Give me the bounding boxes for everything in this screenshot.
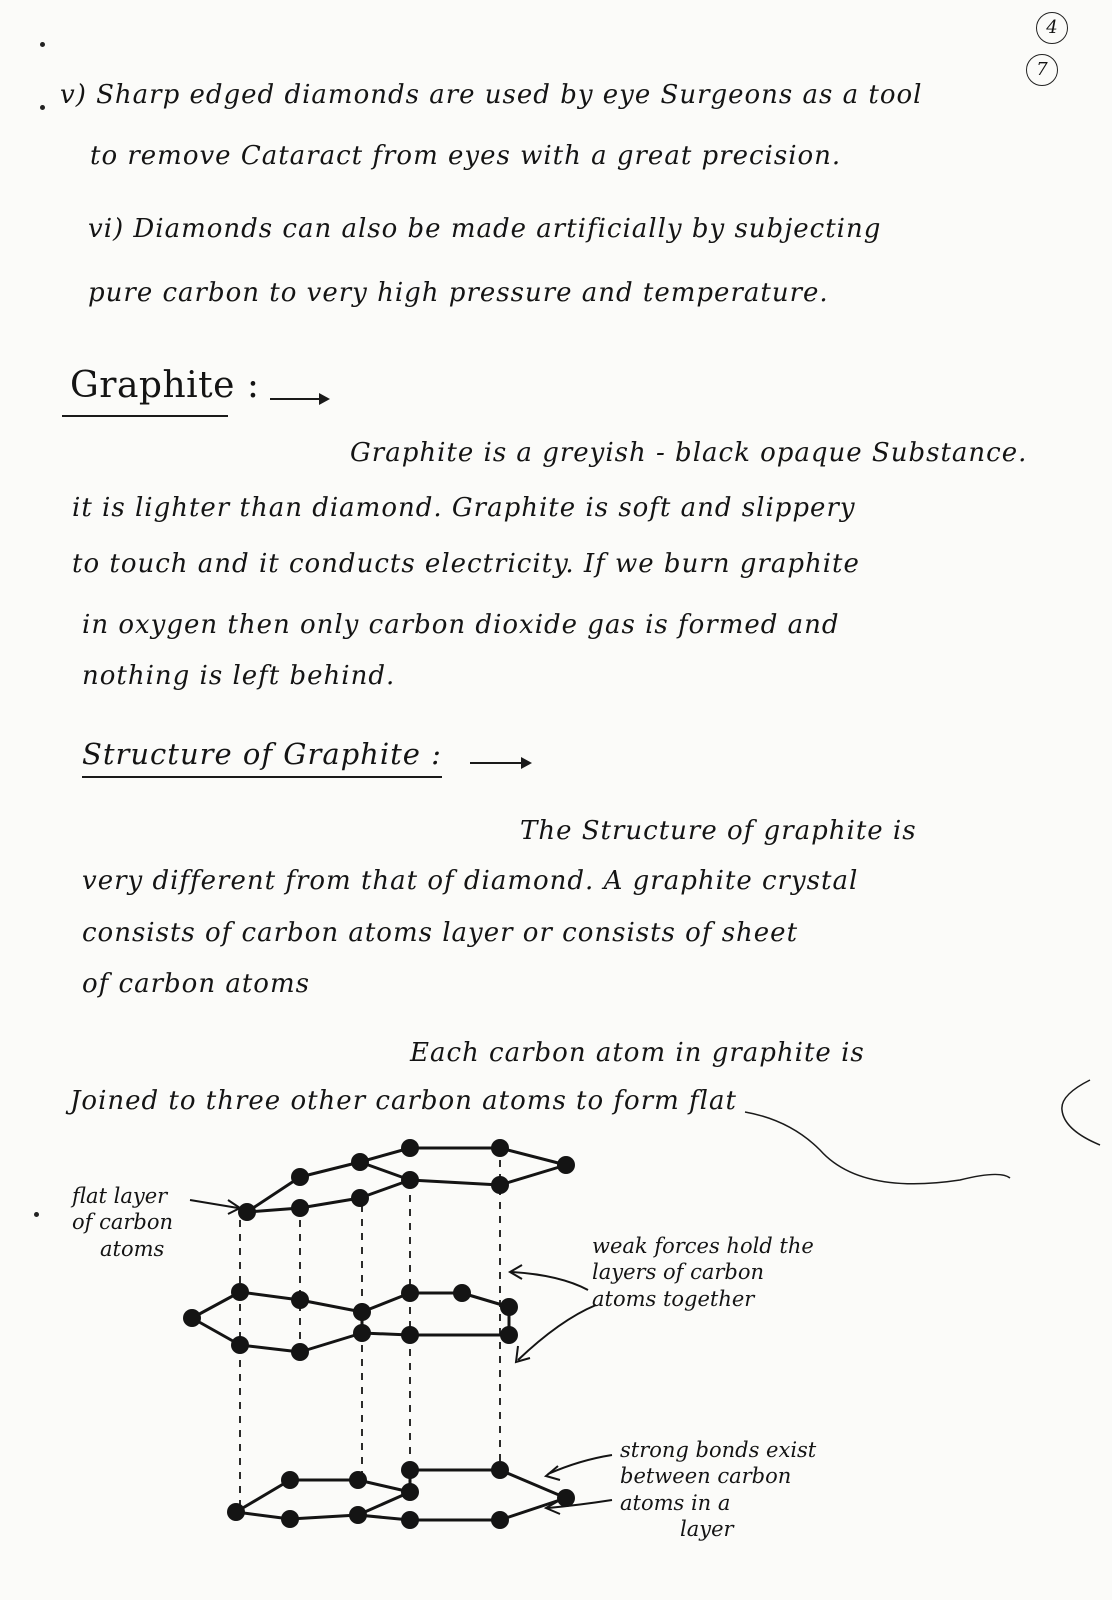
page-number-top: 4 [1036,12,1068,44]
structure-heading: Structure of Graphite : [82,737,442,771]
graphite-heading: Graphite : [70,365,260,406]
point-v-line2: to remove Cataract from eyes with a great precision. [90,141,842,171]
label-weak-forces: weak forces hold the layers of carbon atoms together [592,1234,814,1311]
structure-para1-line4: of carbon atoms [82,969,310,999]
point-vi-line2: pure carbon to very high pressure and temperature. [88,278,829,308]
label-arrows [190,1200,612,1514]
label-strong-bonds: strong bonds exist between carbon atoms in a layer [620,1438,817,1541]
point-v-line1: v) Sharp edged diamonds are used by eye Surgeons as a tool [60,80,923,110]
graphite-para-line1: Graphite is a greyish - black opaque Substance. [350,438,1028,468]
squiggle-mark [745,1112,1010,1184]
structure-para2-line1: Each carbon atom in graphite is [410,1038,865,1068]
graphite-para-line4: in oxygen then only carbon dioxide gas is formed and [82,610,840,640]
graphite-para-line5: nothing is left behind. [82,661,396,691]
graphite-para-line3: to touch and it conducts electricity. If we burn graphite [72,549,860,579]
structure-para1-line1: The Structure of graphite is [520,816,917,846]
structure-para2-line2: Joined to three other carbon atoms to form flat [70,1086,737,1116]
structure-para1-line3: consists of carbon atoms layer or consists of sheet [82,918,799,948]
margin-bracket [1062,1080,1100,1145]
page-number-second: 7 [1026,54,1058,86]
graphite-para-line2: it is lighter than diamond. Graphite is soft and slippery [72,493,856,523]
structure-para1-line2: very different from that of diamond. A graphite crystal [82,866,859,896]
point-vi-line1: vi) Diamonds can also be made artificially by subjecting [88,214,882,244]
label-flat-layer: flat layer of carbon atoms [72,1184,174,1261]
